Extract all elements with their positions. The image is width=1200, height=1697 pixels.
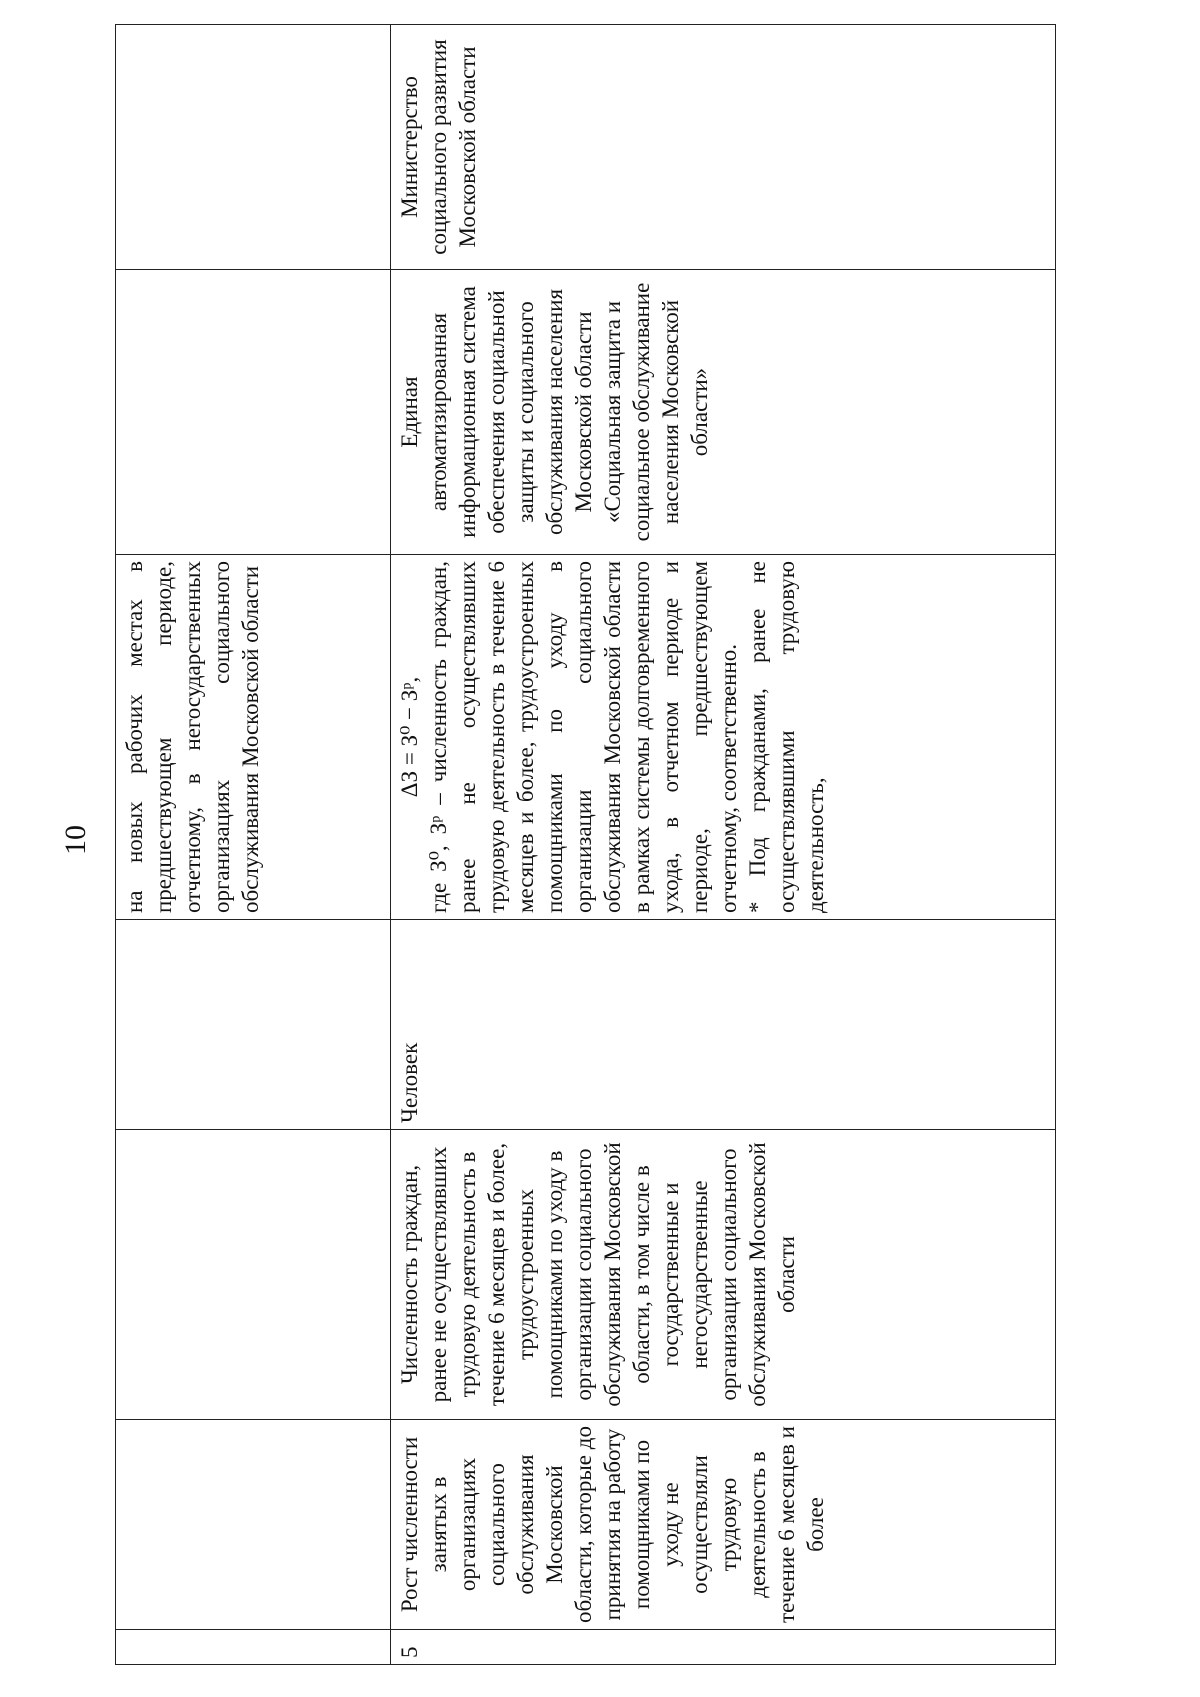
cell-empty-source: [116, 270, 391, 555]
cell-indicator-name: Рост численности занятых в организациях социального обслуживания Московской области, которые до принятия на работу помощниками по уходу не осуществляли трудовую деятельность в течение 6 месяцев и более: [391, 1420, 1056, 1630]
table-row: [391, 25, 1056, 1665]
table-row-continued-header: [116, 25, 391, 1665]
indicator-table-wrapper: [115, 25, 1055, 1665]
cell-indicator-definition: Численность граждан, ранее не осуществлявших трудовую деятельность в течение 6 месяцев и более, трудоустроенных помощниками по уходу в организации социального обслуживания Московской области, в том числе в государственные и негосударственные организации социального обслуживания Московской области: [391, 1130, 1056, 1420]
cell-method-continuation: на новых рабочих местах в предшествующем периоде, отчетному, в негосударственных организациях социального обслуживания Московской области: [116, 555, 391, 920]
cell-empty-responsible: [116, 25, 391, 270]
cell-calculation-method: [391, 555, 1056, 920]
cell-unit: Человек: [391, 920, 1056, 1130]
cell-empty-definition: [116, 1130, 391, 1420]
cell-empty-unit: [116, 920, 391, 1130]
indicator-table: [115, 24, 1056, 1665]
page-number: 10: [59, 825, 92, 855]
cell-responsible-body: Министерство социального развития Московской области: [391, 25, 1056, 270]
cell-data-source: Единая автоматизированная информационная система обеспечения социальной защиты и социального обслуживания населения Московской области «Социальная защита и социальное обслуживание населения Московской области»: [391, 270, 1056, 555]
cell-empty-indicator: [116, 1420, 391, 1630]
cell-empty-num: [116, 1630, 391, 1665]
calculation-note: * Под гражданами, ранее не осуществлявшими трудовую деятельность,: [745, 561, 828, 913]
calculation-formula: ΔЗ = З⁰ − Зᵖ,: [397, 676, 422, 798]
cell-row-number: 5: [391, 1630, 1056, 1665]
calculation-explanation: где З⁰, Зᵖ – численность граждан, ранее не осуществлявших трудовую деятельность в течение 6 месяцев и более, трудоустроенных помощниками по уходу в организации социального обслуживания Московской области в рамках системы долговременного ухода, в отчетном периоде и периоде, предшествующем отчетному, соответственно.: [426, 561, 741, 913]
